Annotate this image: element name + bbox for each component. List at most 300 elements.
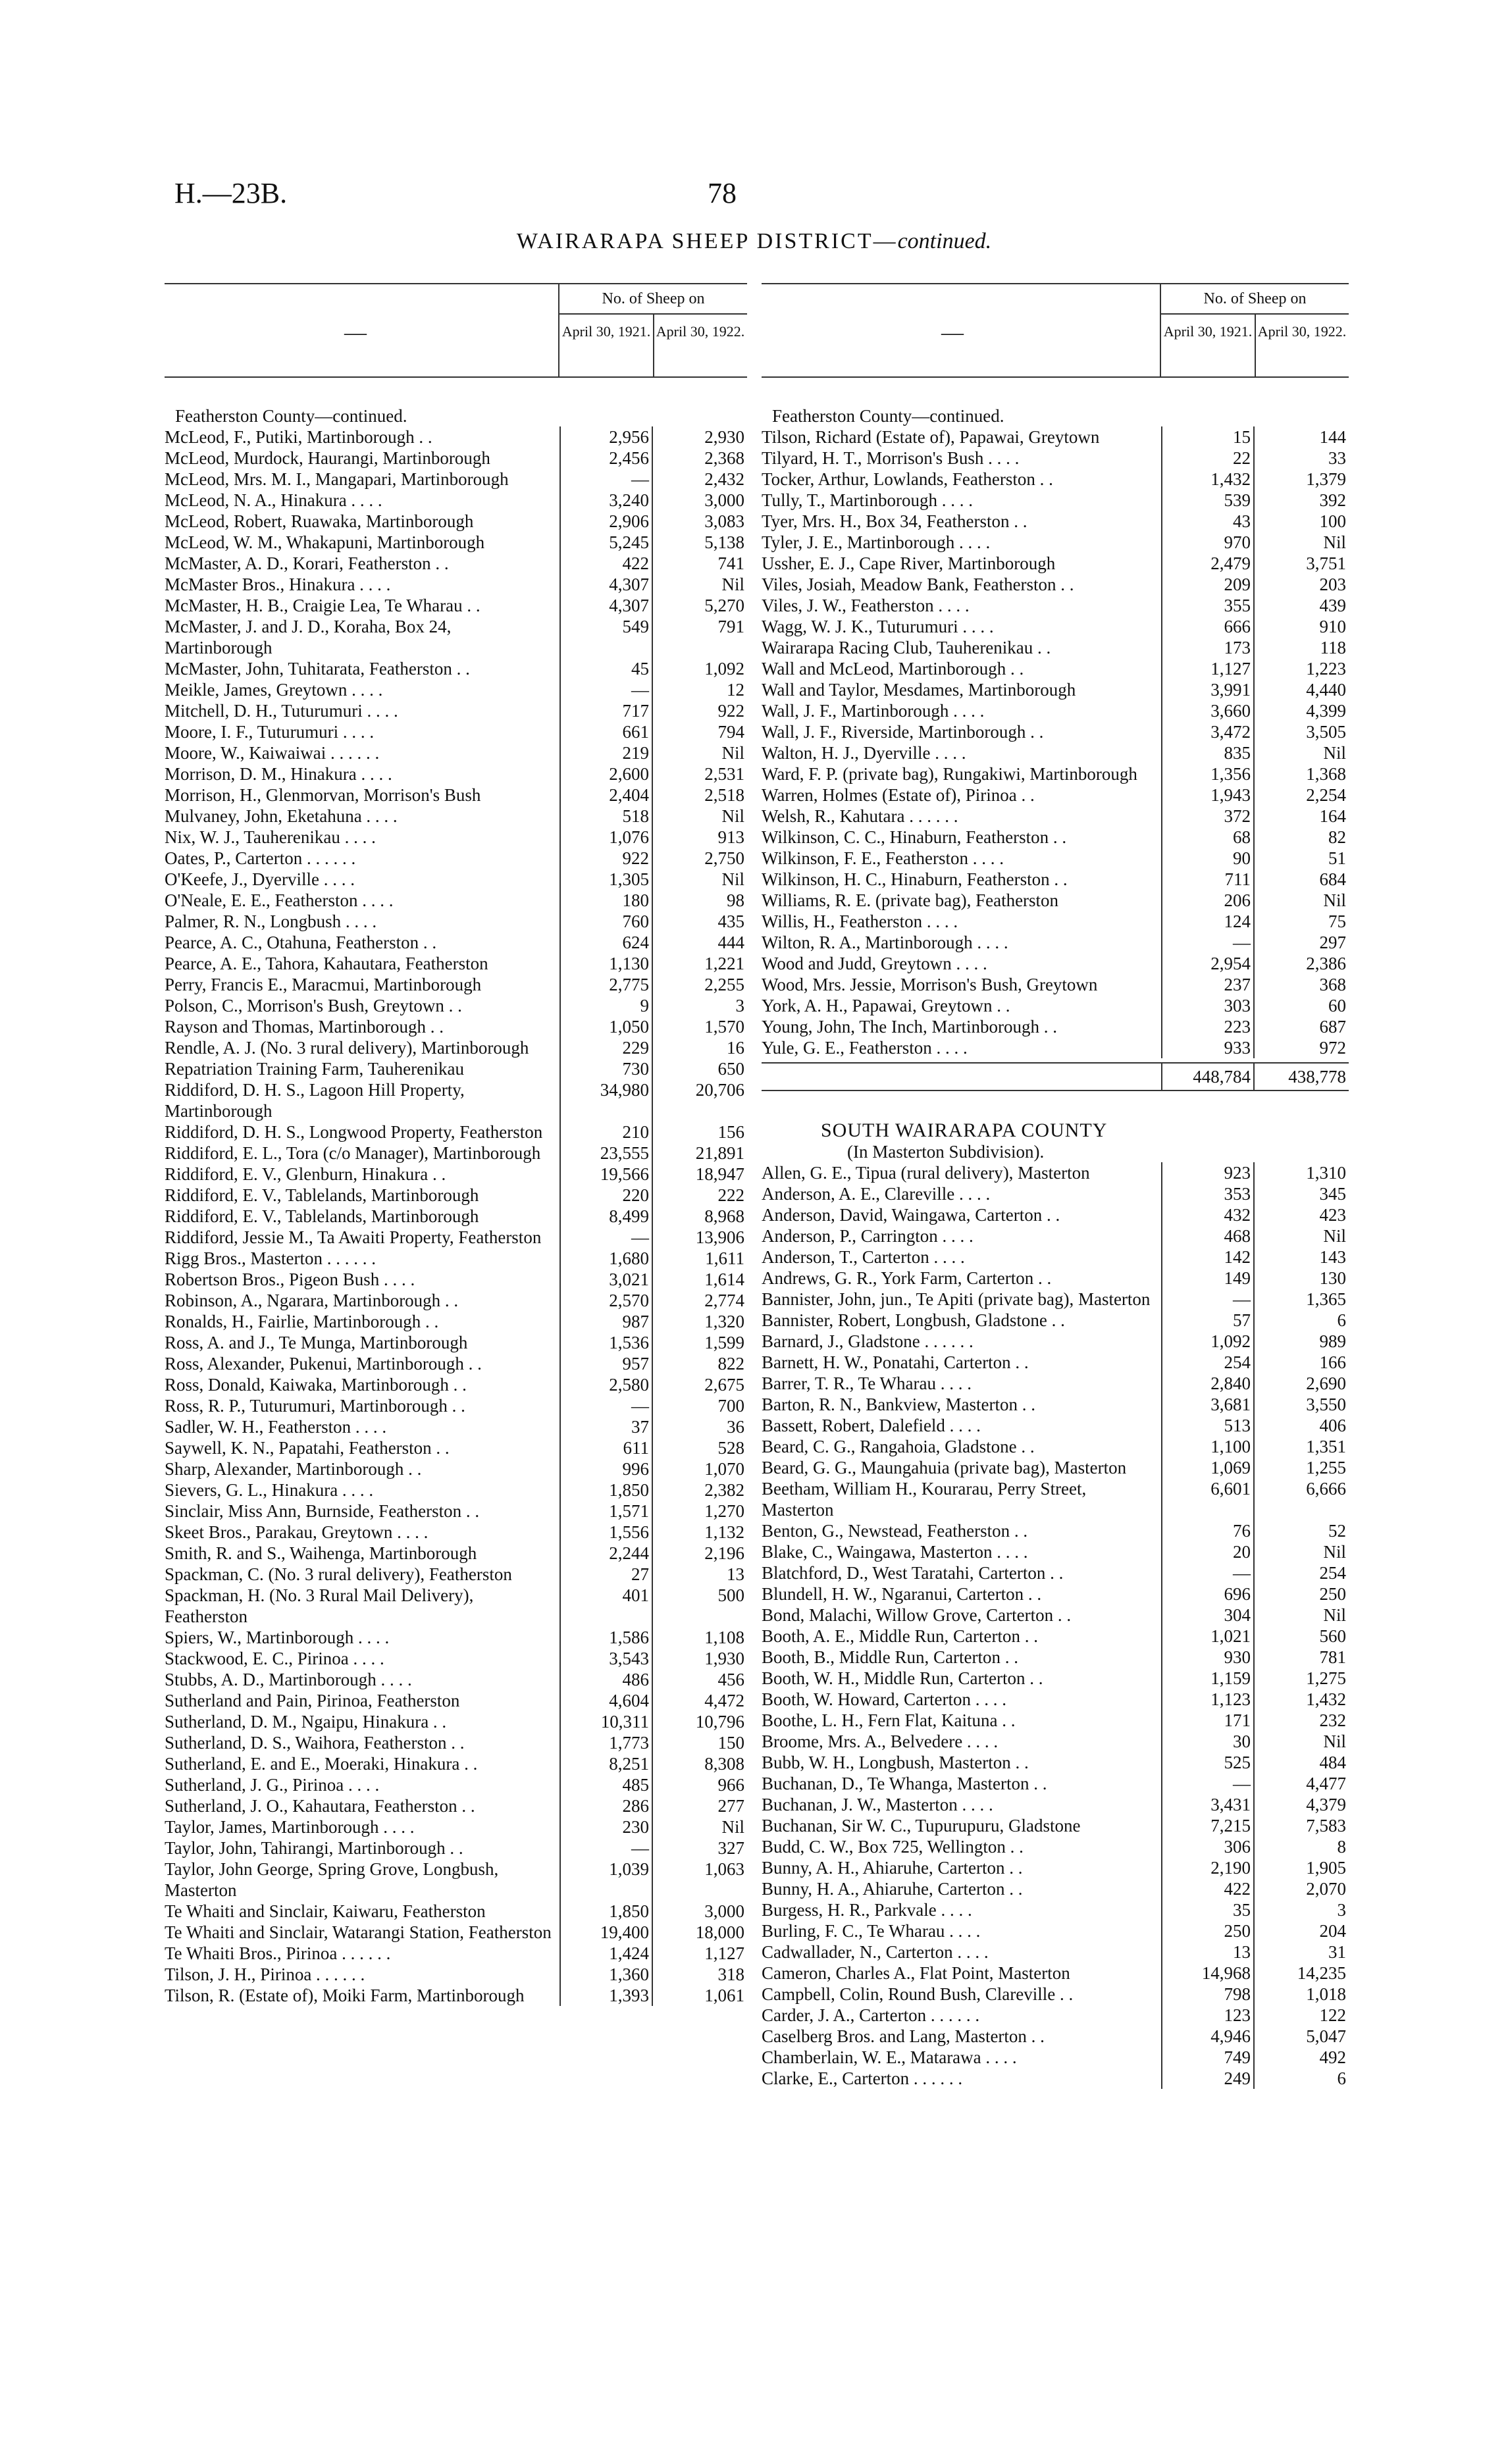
sheep-1922: 1,614 — [652, 1269, 747, 1290]
table-row — [762, 637, 1349, 658]
sheep-1922: 913 — [652, 827, 747, 848]
sheep-1922: 222 — [652, 1185, 747, 1206]
owner-name: Moore, W., Kaiwaiwai . . . . . . — [165, 743, 380, 763]
sheep-1921: 3,472 — [1161, 721, 1253, 742]
sheep-1921: 717 — [559, 700, 652, 721]
sheep-1922: 166 — [1253, 1352, 1349, 1373]
owner-name: Ward, F. P. (private bag), Rungakiwi, Martinborough — [762, 764, 1137, 784]
sheep-1921: 23,555 — [559, 1142, 652, 1164]
sheep-1921: 220 — [559, 1185, 652, 1206]
sheep-1922: 2,774 — [652, 1290, 747, 1311]
col-1921-header: April 30, 1921. — [559, 315, 654, 376]
sheep-1922: 2,382 — [652, 1479, 747, 1501]
owner-name: Wood, Mrs. Jessie, Morrison's Bush, Greytown — [762, 975, 1098, 994]
table-row — [165, 1985, 747, 2006]
table-row — [165, 658, 747, 679]
table-row — [165, 1437, 747, 1458]
owner-name: Allen, G. E., Tipua (rural delivery), Masterton — [762, 1163, 1090, 1183]
sheep-1921: 8,499 — [559, 1206, 652, 1227]
col-1922-header: April 30, 1922. — [656, 323, 745, 340]
owner-name: Buchanan, J. W., Masterton . . . . — [762, 1795, 993, 1814]
sheep-1922: 318 — [652, 1964, 747, 1985]
sheep-1921: 922 — [559, 848, 652, 869]
sheep-1922: 1,275 — [1253, 1668, 1349, 1689]
owner-name: Campbell, Colin, Round Bush, Clareville . . — [762, 1984, 1074, 2004]
owner-name: Wall, J. F., Riverside, Martinborough . . — [762, 722, 1044, 742]
table-row — [165, 532, 747, 553]
table-row — [762, 974, 1349, 995]
sheep-1922: 3 — [652, 995, 747, 1016]
sheep-1921: 422 — [1161, 1878, 1253, 1899]
table-row — [165, 763, 747, 784]
owner-name: Burling, F. C., Te Wharau . . . . — [762, 1921, 981, 1941]
sheep-1921: 303 — [1161, 995, 1253, 1016]
sheep-1921: 20 — [1161, 1541, 1253, 1562]
sheep-1921: 149 — [1161, 1268, 1253, 1289]
sheep-1922: 500 — [652, 1585, 747, 1627]
owner-name: Wall and Taylor, Mesdames, Martinborough — [762, 680, 1076, 700]
sheep-1922: 423 — [1253, 1204, 1349, 1225]
owner-name: Bannister, Robert, Longbush, Gladstone . . — [762, 1310, 1065, 1330]
sheep-1922: 2,070 — [1253, 1878, 1349, 1899]
table-row — [762, 827, 1349, 848]
table-row — [762, 869, 1349, 890]
owner-name: Mitchell, D. H., Tuturumuri . . . . — [165, 701, 398, 721]
sheep-1921: 1,432 — [1161, 469, 1253, 490]
col-1922-header: April 30, 1922. — [1257, 323, 1347, 340]
table-row — [762, 658, 1349, 679]
sheep-1921: 1,556 — [559, 1522, 652, 1543]
table-row — [762, 2047, 1349, 2068]
sheep-1921: 1,100 — [1161, 1436, 1253, 1457]
sheep-1921: 2,600 — [559, 763, 652, 784]
sheep-1922: 2,518 — [652, 784, 747, 806]
table-row — [165, 869, 747, 890]
owner-name: Anderson, A. E., Clareville . . . . — [762, 1184, 991, 1204]
owner-name: Ross, Donald, Kaiwaka, Martinborough . . — [165, 1375, 467, 1395]
sheep-1921: 10,311 — [559, 1711, 652, 1732]
table-row — [165, 1711, 747, 1732]
table-row — [165, 553, 747, 574]
table-row — [165, 1585, 747, 1627]
sheep-1922: 6 — [1253, 2068, 1349, 2089]
sheep-1921: 2,244 — [559, 1543, 652, 1564]
owner-name: Wairarapa Racing Club, Tauherenikau . . — [762, 638, 1051, 657]
owner-name: O'Neale, E. E., Featherston . . . . — [165, 890, 394, 910]
table-row — [762, 721, 1349, 742]
sheep-1921: 4,604 — [559, 1690, 652, 1711]
sheep-1921: 250 — [1161, 1920, 1253, 1941]
table-row — [762, 532, 1349, 553]
table-row — [762, 1478, 1349, 1520]
sheep-1922: 232 — [1253, 1710, 1349, 1731]
owner-name: Broome, Mrs. A., Belvedere . . . . — [762, 1732, 999, 1751]
sheep-1922: 1,127 — [652, 1943, 747, 1964]
sheep-1922: 3 — [1253, 1899, 1349, 1920]
table-row — [762, 953, 1349, 974]
owner-name: Ussher, E. J., Cape River, Martinborough — [762, 553, 1056, 573]
sheep-count-header — [558, 284, 747, 376]
owner-name: Welsh, R., Kahutara . . . . . . — [762, 806, 958, 826]
owner-name: Riddiford, D. H. S., Longwood Property, Featherston — [165, 1122, 543, 1142]
sheep-1921: 1,021 — [1161, 1626, 1253, 1647]
sheep-1922: 254 — [1253, 1562, 1349, 1583]
header-dash: — — [344, 321, 367, 345]
table-row — [762, 2026, 1349, 2047]
owner-name: Caselberg Bros. and Lang, Masterton . . — [762, 2026, 1045, 2046]
table-row — [762, 742, 1349, 763]
table-row — [165, 1669, 747, 1690]
table-row — [762, 1394, 1349, 1415]
table-row — [165, 1121, 747, 1142]
sheep-1922: 5,138 — [652, 532, 747, 553]
table-row — [165, 1290, 747, 1311]
owner-name: Blatchford, D., West Taratahi, Carterton . . — [762, 1563, 1064, 1583]
sheep-1921: 468 — [1161, 1225, 1253, 1246]
sheep-1922: 36 — [652, 1416, 747, 1437]
table-row — [762, 490, 1349, 511]
header-dash: — — [941, 321, 964, 345]
sheep-1921: 1,076 — [559, 827, 652, 848]
owner-name: Sharp, Alexander, Martinborough . . — [165, 1459, 422, 1479]
sheep-1921: 1,850 — [559, 1479, 652, 1501]
owner-name: Sutherland, J. O., Kahautara, Featherston . . — [165, 1796, 475, 1816]
owner-name: McLeod, Mrs. M. I., Mangapari, Martinborough — [165, 469, 509, 489]
owner-name: Wall and McLeod, Martinborough . . — [762, 659, 1024, 679]
owner-name: Taylor, James, Martinborough . . . . — [165, 1817, 415, 1837]
owner-name: Sinclair, Miss Ann, Burnside, Featherston . . — [165, 1501, 480, 1521]
sheep-1922: 122 — [1253, 2005, 1349, 2026]
owner-name: Taylor, John George, Spring Grove, Longbush, Masterton — [165, 1859, 499, 1900]
sheep-1921: 4,307 — [559, 574, 652, 595]
owner-name: Sutherland and Pain, Pirinoa, Featherston — [165, 1691, 460, 1710]
table-row — [762, 932, 1349, 953]
sheep-1921: 2,954 — [1161, 953, 1253, 974]
sheep-1921: 45 — [559, 658, 652, 679]
sheep-1921: 4,946 — [1161, 2026, 1253, 2047]
table-row — [762, 1268, 1349, 1289]
sheep-1921: 171 — [1161, 1710, 1253, 1731]
sheep-1922: Nil — [1253, 742, 1349, 763]
owner-name: McMaster, H. B., Craigie Lea, Te Wharau . . — [165, 596, 481, 615]
sheep-1921: 611 — [559, 1437, 652, 1458]
owner-name: Bunny, A. H., Ahiaruhe, Carterton . . — [762, 1858, 1023, 1878]
sheep-1922: 822 — [652, 1353, 747, 1374]
table-row — [165, 1206, 747, 1227]
sheep-1921: 3,543 — [559, 1648, 652, 1669]
sheep-1922: 1,432 — [1253, 1689, 1349, 1710]
sheep-1922: 143 — [1253, 1246, 1349, 1268]
owner-name: Tilyard, H. T., Morrison's Bush . . . . — [762, 448, 1020, 468]
sheep-1921: 230 — [559, 1816, 652, 1837]
sheep-1921: 749 — [1161, 2047, 1253, 2068]
sheep-1922: 82 — [1253, 827, 1349, 848]
table-row — [762, 1773, 1349, 1794]
table-row — [762, 1037, 1349, 1058]
table-row — [165, 490, 747, 511]
sheep-1922: 439 — [1253, 595, 1349, 616]
table-row — [762, 1984, 1349, 2005]
table-row — [165, 1332, 747, 1353]
table-row — [762, 1815, 1349, 1836]
right-table-body — [762, 405, 1349, 2089]
table-row — [165, 700, 747, 721]
table-row — [762, 1963, 1349, 1984]
county-total-row — [762, 1062, 1349, 1091]
sheep-1922: 18,000 — [652, 1922, 747, 1943]
sheep-1922: 1,070 — [652, 1458, 747, 1479]
sheep-1921: 987 — [559, 1311, 652, 1332]
sheep-1922: 989 — [1253, 1331, 1349, 1352]
sheep-1921: 930 — [1161, 1647, 1253, 1668]
sheep-1922: 5,047 — [1253, 2026, 1349, 2047]
total-1922: 438,778 — [1253, 1064, 1349, 1090]
owner-name: Bunny, H. A., Ahiaruhe, Carterton . . — [762, 1879, 1023, 1899]
sheep-1921: 996 — [559, 1458, 652, 1479]
owner-name: McLeod, N. A., Hinakura . . . . — [165, 490, 382, 510]
owner-name: Sutherland, D. S., Waihora, Featherston . . — [165, 1733, 465, 1753]
sheep-1922: 1,063 — [652, 1859, 747, 1901]
sheep-1921: 13 — [1161, 1941, 1253, 1963]
table-row — [165, 827, 747, 848]
sheep-1922: Nil — [1253, 1731, 1349, 1752]
sheep-1921: 1,305 — [559, 869, 652, 890]
sheep-1922: 3,000 — [652, 490, 747, 511]
sheep-1921: 306 — [1161, 1836, 1253, 1857]
sheep-1922: 1,570 — [652, 1016, 747, 1037]
sheep-1922: 12 — [652, 679, 747, 700]
subdivision-heading: (In Masterton Subdivision). — [847, 1142, 1045, 1162]
table-row — [762, 2005, 1349, 2026]
sheep-1921: 2,840 — [1161, 1373, 1253, 1394]
sheep-1921: 1,943 — [1161, 784, 1253, 806]
table-row — [762, 1310, 1349, 1331]
sheep-1922: 8 — [1253, 1836, 1349, 1857]
owner-name: McLeod, Murdock, Haurangi, Martinborough — [165, 448, 490, 468]
table-row — [165, 742, 747, 763]
sheep-1921: 5,245 — [559, 532, 652, 553]
sheep-1921: 27 — [559, 1564, 652, 1585]
table-row — [762, 679, 1349, 700]
sheep-1921: 30 — [1161, 1731, 1253, 1752]
sheep-1921: 355 — [1161, 595, 1253, 616]
sheep-1921: 22 — [1161, 448, 1253, 469]
owner-name: Pearce, A. C., Otahuna, Featherston . . — [165, 933, 437, 952]
sheep-1921: 539 — [1161, 490, 1253, 511]
owner-name: Spackman, H. (No. 3 Rural Mail Delivery), Featherston — [165, 1585, 474, 1626]
owner-name: Burgess, H. R., Parkvale . . . . — [762, 1900, 972, 1920]
table-row — [165, 932, 747, 953]
sheep-1921: 1,159 — [1161, 1668, 1253, 1689]
sheep-1921: — — [559, 469, 652, 490]
owner-name: Wilkinson, F. E., Featherston . . . . — [762, 848, 1004, 868]
table-row — [165, 1501, 747, 1522]
sheep-1921: 210 — [559, 1121, 652, 1142]
sheep-1921: 2,404 — [559, 784, 652, 806]
owner-name: Riddiford, Jessie M., Ta Awaiti Property, Featherston — [165, 1227, 542, 1247]
table-row — [762, 848, 1349, 869]
sheep-1922: 406 — [1253, 1415, 1349, 1436]
owner-name: McLeod, W. M., Whakapuni, Martinborough — [165, 532, 485, 552]
table-row — [762, 1941, 1349, 1963]
sheep-1921: 3,660 — [1161, 700, 1253, 721]
sheep-1921: 549 — [559, 616, 652, 658]
owner-name: Stubbs, A. D., Martinborough . . . . — [165, 1670, 412, 1689]
sheep-1921: 8,251 — [559, 1753, 652, 1774]
sheep-1921: 730 — [559, 1058, 652, 1079]
sheep-1921: 3,991 — [1161, 679, 1253, 700]
sheep-1922: Nil — [1253, 890, 1349, 911]
sheep-1921: 1,536 — [559, 1332, 652, 1353]
sheep-1921: 2,190 — [1161, 1857, 1253, 1878]
table-row — [165, 1164, 747, 1185]
owner-name: Skeet Bros., Parakau, Greytown . . . . — [165, 1522, 429, 1542]
owner-name: Viles, Josiah, Meadow Bank, Featherston . . — [762, 575, 1074, 594]
table-row — [762, 426, 1349, 448]
owner-name: Spiers, W., Martinborough . . . . — [165, 1628, 390, 1647]
sheep-1922: 4,399 — [1253, 700, 1349, 721]
sheep-1921: 1,680 — [559, 1248, 652, 1269]
table-row — [762, 574, 1349, 595]
sheep-1922: 2,254 — [1253, 784, 1349, 806]
sheep-1922: 1,018 — [1253, 1984, 1349, 2005]
table-row — [165, 911, 747, 932]
table-row — [762, 995, 1349, 1016]
owner-name: Anderson, T., Carterton . . . . — [762, 1247, 965, 1267]
sheep-1922: 2,750 — [652, 848, 747, 869]
owner-name: Young, John, The Inch, Martinborough . . — [762, 1017, 1057, 1037]
table-row — [165, 1816, 747, 1837]
owner-name: Ross, R. P., Tuturumuri, Martinborough . . — [165, 1396, 465, 1416]
sheep-1922: 2,531 — [652, 763, 747, 784]
table-row — [762, 1520, 1349, 1541]
sheep-1921: 2,456 — [559, 448, 652, 469]
sheep-1922: 492 — [1253, 2047, 1349, 2068]
sheep-1921: 798 — [1161, 1984, 1253, 2005]
sheep-1922: 2,675 — [652, 1374, 747, 1395]
owner-name: Sutherland, J. G., Pirinoa . . . . — [165, 1775, 380, 1795]
owner-name: Spackman, C. (No. 3 rural delivery), Featherston — [165, 1564, 512, 1584]
sheep-1922: 4,472 — [652, 1690, 747, 1711]
table-row — [762, 1436, 1349, 1457]
owner-name: Pearce, A. E., Tahora, Kahautara, Featherston — [165, 954, 488, 973]
table-row — [165, 1479, 747, 1501]
table-row — [165, 974, 747, 995]
sheep-1921: 401 — [559, 1585, 652, 1627]
owner-name: Riddiford, E. V., Tablelands, Martinborough — [165, 1185, 479, 1205]
sheep-1922: 1,599 — [652, 1332, 747, 1353]
owner-name: Barnard, J., Gladstone . . . . . . — [762, 1331, 974, 1351]
sheep-1921: 486 — [559, 1669, 652, 1690]
owner-name: Riddiford, E. V., Glenburn, Hinakura . . — [165, 1164, 446, 1184]
sheep-1922: Nil — [1253, 1604, 1349, 1626]
sheep-1922: 130 — [1253, 1268, 1349, 1289]
sheep-1922: 204 — [1253, 1920, 1349, 1941]
table-row — [165, 1227, 747, 1248]
sheep-1922: 8,308 — [652, 1753, 747, 1774]
owner-name: Booth, W. H., Middle Run, Carterton . . — [762, 1668, 1043, 1688]
sheep-1922: 98 — [652, 890, 747, 911]
owner-name: Beetham, William H., Kourarau, Perry Street, Masterton — [762, 1479, 1087, 1520]
sheep-1921: 666 — [1161, 616, 1253, 637]
sheep-1921: 206 — [1161, 890, 1253, 911]
table-row — [165, 1416, 747, 1437]
sheep-1921: 661 — [559, 721, 652, 742]
table-row — [165, 1522, 747, 1543]
sheep-1921: 1,130 — [559, 953, 652, 974]
sheep-1922: 297 — [1253, 932, 1349, 953]
table-row — [165, 1648, 747, 1669]
sheep-1921: 249 — [1161, 2068, 1253, 2089]
owner-name: Cadwallader, N., Carterton . . . . — [762, 1942, 989, 1962]
table-row — [165, 1922, 747, 1943]
sheep-1922: 31 — [1253, 1941, 1349, 1963]
sheep-1922: 60 — [1253, 995, 1349, 1016]
owner-name: Tilson, J. H., Pirinoa . . . . . . — [165, 1964, 365, 1984]
sheep-1922: 156 — [652, 1121, 747, 1142]
sheep-1921: 35 — [1161, 1899, 1253, 1920]
sheep-1921: 1,773 — [559, 1732, 652, 1753]
owner-name: McLeod, F., Putiki, Martinborough . . — [165, 427, 432, 447]
owner-name: Perry, Francis E., Maracmui, Martinborough — [165, 975, 482, 994]
owner-name: McMaster, A. D., Korari, Featherston . . — [165, 553, 449, 573]
sheep-1921: 3,681 — [1161, 1394, 1253, 1415]
sheep-1922: 392 — [1253, 490, 1349, 511]
sheep-1922: Nil — [652, 574, 747, 595]
table-row — [762, 911, 1349, 932]
owner-name: Nix, W. J., Tauherenikau . . . . — [165, 827, 376, 847]
owner-name: O'Keefe, J., Dyerville . . . . — [165, 869, 355, 889]
owner-name: Boothe, L. H., Fern Flat, Kaituna . . — [762, 1710, 1016, 1730]
table-row — [165, 1058, 747, 1079]
table-row — [165, 1837, 747, 1859]
owner-name: Rayson and Thomas, Martinborough . . — [165, 1017, 444, 1037]
owner-name: Polson, C., Morrison's Bush, Greytown . . — [165, 996, 462, 1015]
sheep-1921: 422 — [559, 553, 652, 574]
sheep-1922: 1,270 — [652, 1501, 747, 1522]
owner-name: Taylor, John, Tahirangi, Martinborough . . — [165, 1838, 463, 1858]
sheep-1921: 1,039 — [559, 1859, 652, 1901]
table-row — [165, 1795, 747, 1816]
sheep-1922: 6 — [1253, 1310, 1349, 1331]
owner-name: York, A. H., Papawai, Greytown . . — [762, 996, 1010, 1015]
owner-name: McMaster Bros., Hinakura . . . . — [165, 575, 391, 594]
sheep-1922: 18,947 — [652, 1164, 747, 1185]
owner-name: Anderson, P., Carrington . . . . — [762, 1226, 974, 1246]
sheep-1921: 1,123 — [1161, 1689, 1253, 1710]
owner-name: Booth, A. E., Middle Run, Carterton . . — [762, 1626, 1038, 1646]
sheep-1922: 1,905 — [1253, 1857, 1349, 1878]
sheep-1922: Nil — [652, 1816, 747, 1837]
table-row — [762, 1183, 1349, 1204]
sheep-1921: 9 — [559, 995, 652, 1016]
table-row — [762, 1668, 1349, 1689]
owner-name: Bubb, W. H., Longbush, Masterton . . — [762, 1753, 1029, 1772]
owner-name: Te Whaiti and Sinclair, Kaiwaru, Featherston — [165, 1901, 486, 1921]
owner-name: Blundell, H. W., Ngaranui, Carterton . . — [762, 1584, 1042, 1604]
table-row — [762, 1752, 1349, 1773]
sheep-1921: 1,360 — [559, 1964, 652, 1985]
owner-name: Wilkinson, C. C., Hinaburn, Featherston . . — [762, 827, 1067, 847]
sheep-1921: 37 — [559, 1416, 652, 1437]
section-heading: Featherston County—continued. — [772, 406, 1004, 426]
table-row — [762, 1604, 1349, 1626]
table-row — [762, 763, 1349, 784]
sheep-1922: 1,351 — [1253, 1436, 1349, 1457]
sheep-1921: 933 — [1161, 1037, 1253, 1058]
sheep-1922: 791 — [652, 616, 747, 658]
sheep-1922: 368 — [1253, 974, 1349, 995]
